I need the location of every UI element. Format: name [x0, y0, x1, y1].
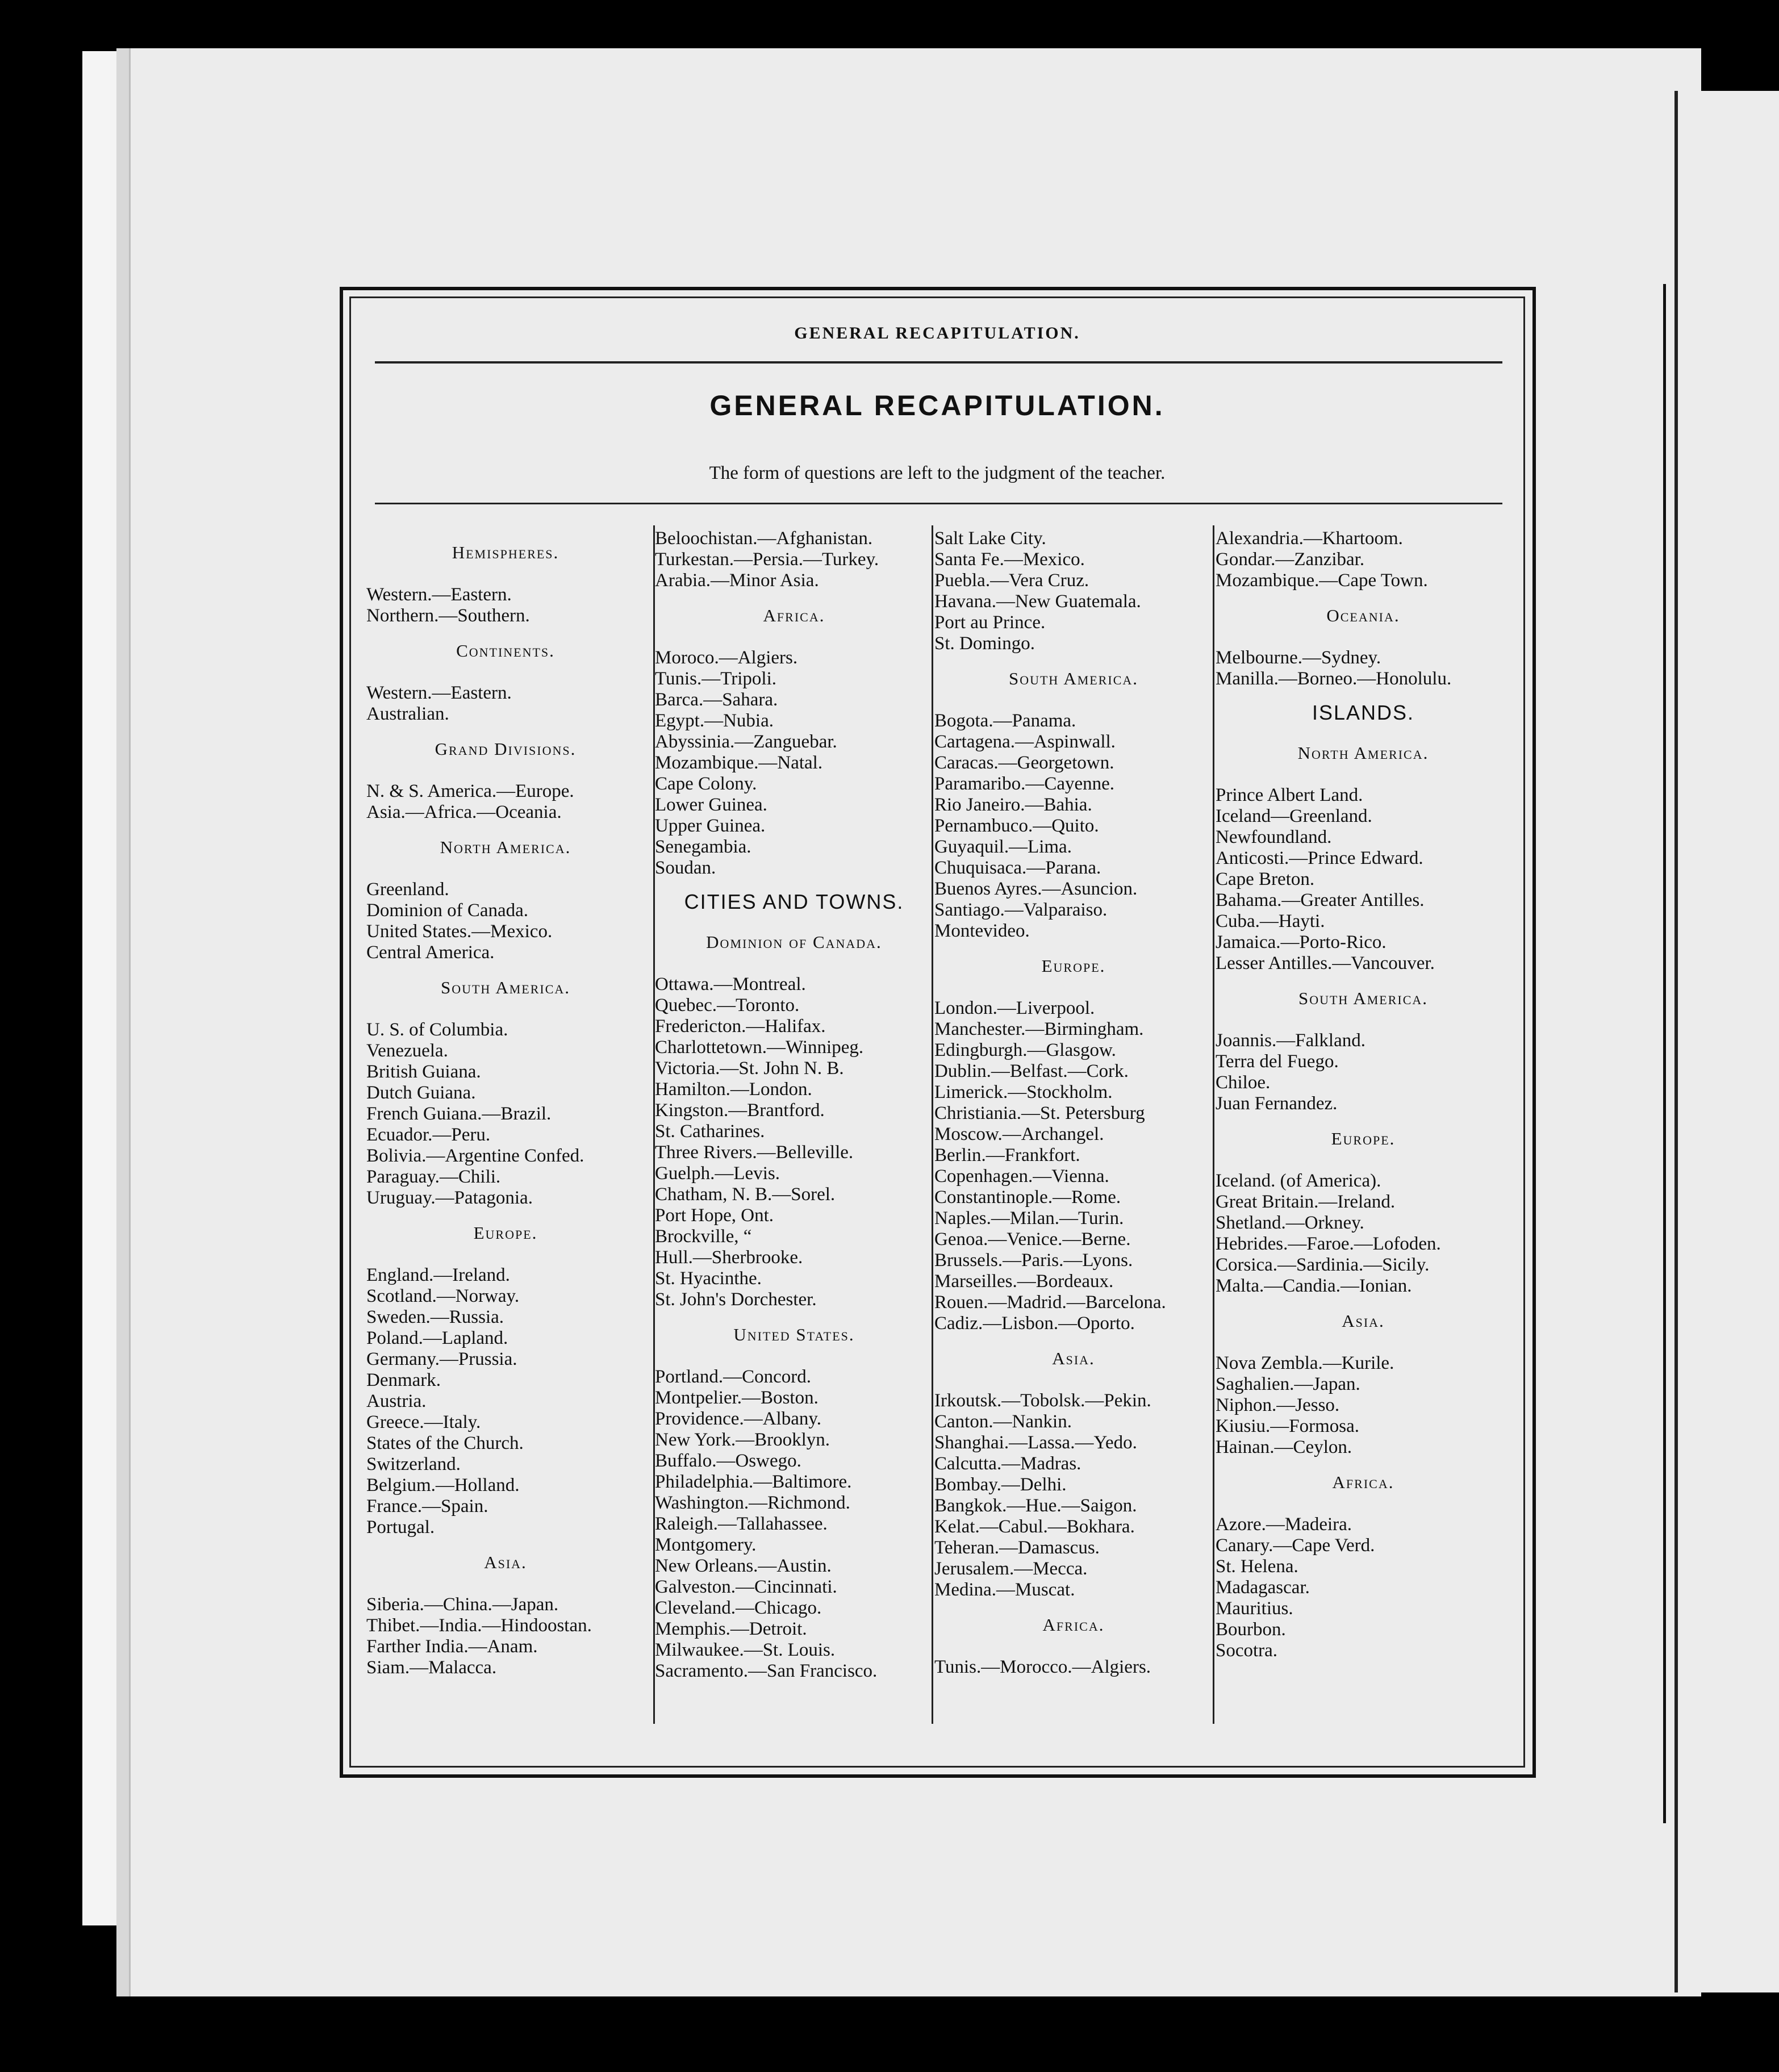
entry-line: Hainan.—Ceylon. — [1216, 1437, 1352, 1457]
entry-line: Guelph.—Levis. — [655, 1163, 780, 1184]
entry-line: Constantinople.—Rome. — [934, 1187, 1121, 1208]
entry-line: Bombay.—Delhi. — [934, 1474, 1067, 1495]
entry-line: Rouen.—Madrid.—Barcelona. — [934, 1292, 1166, 1313]
section-heading: Oceania. — [1326, 605, 1400, 625]
section-heading: South America. — [1008, 669, 1139, 688]
entry-line: Manilla.—Borneo.—Honolulu. — [1216, 669, 1452, 689]
entry-line: Scotland.—Norway. — [366, 1286, 520, 1306]
entry-line: Tunis.—Morocco.—Algiers. — [934, 1657, 1151, 1677]
section-heading: North America. — [1297, 743, 1429, 763]
entry-line: Chatham, N. B.—Sorel. — [655, 1184, 836, 1205]
entry-line: Thibet.—India.—Hindoostan. — [366, 1615, 592, 1636]
entry-line: Providence.—Albany. — [655, 1409, 821, 1429]
entry-line: Paramaribo.—Cayenne. — [934, 774, 1115, 794]
entry-line: Lower Guinea. — [655, 795, 767, 815]
entry-line: Alexandria.—Khartoom. — [1216, 528, 1403, 549]
entry-line: Moroco.—Algiers. — [655, 648, 798, 668]
entry-line: St. John's Dorchester. — [655, 1289, 817, 1310]
entry-line: Jamaica.—Porto-Rico. — [1216, 932, 1387, 953]
column-divider — [932, 525, 933, 1724]
entry-line: Shetland.—Orkney. — [1216, 1213, 1364, 1233]
entry-line: France.—Spain. — [366, 1496, 488, 1517]
entry-line: Iceland. (of America). — [1216, 1171, 1381, 1191]
section-heading: Dominion of Canada. — [706, 932, 882, 952]
entry-line: Havana.—New Guatemala. — [934, 591, 1141, 612]
entry-line: Hebrides.—Faroe.—Lofoden. — [1216, 1234, 1441, 1254]
section-heading: Africa. — [763, 605, 825, 625]
entry-line: Quebec.—Toronto. — [655, 995, 800, 1016]
section-heading: Europe. — [473, 1223, 538, 1243]
entry-line: Ottawa.—Montreal. — [655, 974, 806, 995]
section-heading: Africa. — [1332, 1472, 1394, 1492]
entry-line: Caracas.—Georgetown. — [934, 753, 1114, 773]
entry-line: Milwaukee.—St. Louis. — [655, 1640, 836, 1660]
entry-line: Chuquisaca.—Parana. — [934, 858, 1101, 878]
head-rule — [375, 361, 1502, 364]
entry-line: Egypt.—Nubia. — [655, 711, 774, 731]
entry-line: Naples.—Milan.—Turin. — [934, 1208, 1124, 1229]
entry-line: Melbourne.—Sydney. — [1216, 648, 1381, 668]
entry-line: Uruguay.—Patagonia. — [366, 1188, 533, 1208]
entry-line: Bogota.—Panama. — [934, 711, 1076, 731]
entry-line: Bourbon. — [1216, 1619, 1286, 1640]
entry-line: Great Britain.—Ireland. — [1216, 1192, 1396, 1212]
entry-line: Salt Lake City. — [934, 528, 1046, 549]
subtitle: The form of questions are left to the judgment of the teacher. — [709, 463, 1166, 483]
section-heading: Hemispheres. — [452, 542, 559, 562]
entry-line: Socotra. — [1216, 1640, 1278, 1661]
entry-line: Germany.—Prussia. — [366, 1349, 517, 1369]
entry-line: Buffalo.—Oswego. — [655, 1451, 801, 1471]
entry-line: French Guiana.—Brazil. — [366, 1104, 552, 1124]
entry-line: Raleigh.—Tallahassee. — [655, 1514, 828, 1534]
entry-line: St. Domingo. — [934, 633, 1035, 654]
entry-line: Azore.—Madeira. — [1216, 1514, 1352, 1535]
section-heading: Europe. — [1041, 956, 1106, 976]
entry-line: Santa Fe.—Mexico. — [934, 549, 1085, 570]
entry-line: St. Catharines. — [655, 1121, 765, 1142]
entry-line: Upper Guinea. — [655, 816, 766, 836]
entry-line: Dublin.—Belfast.—Cork. — [934, 1061, 1129, 1081]
entry-line: Cadiz.—Lisbon.—Oporto. — [934, 1313, 1135, 1334]
entry-line: Montevideo. — [934, 921, 1030, 941]
entry-line: Bolivia.—Argentine Confed. — [366, 1146, 584, 1166]
entry-line: Moscow.—Archangel. — [934, 1124, 1104, 1144]
entry-line: Dutch Guiana. — [366, 1083, 476, 1103]
entry-line: Abyssinia.—Zanguebar. — [655, 732, 837, 752]
entry-line: Niphon.—Jesso. — [1216, 1395, 1340, 1415]
entry-line: Paraguay.—Chili. — [366, 1167, 501, 1187]
entry-line: Barca.—Sahara. — [655, 690, 778, 710]
subtitle-rule — [375, 503, 1502, 504]
entry-line: Philadelphia.—Baltimore. — [655, 1472, 852, 1492]
entry-line: Berlin.—Frankfort. — [934, 1145, 1080, 1166]
entry-line: Cleveland.—Chicago. — [655, 1598, 822, 1618]
column-1 — [366, 528, 645, 1678]
entry-line: Bangkok.—Hue.—Saigon. — [934, 1495, 1137, 1516]
entry-line: Australian. — [366, 704, 449, 724]
section-heading: Asia. — [1342, 1311, 1385, 1331]
section-heading: Asia. — [484, 1552, 527, 1572]
section-heading: CITIES AND TOWNS. — [684, 890, 904, 913]
entry-line: Denmark. — [366, 1370, 441, 1390]
section-heading: South America. — [440, 977, 571, 997]
entry-line: Teheran.—Damascus. — [934, 1538, 1100, 1558]
entry-line: Canton.—Nankin. — [934, 1411, 1072, 1432]
entry-line: Mauritius. — [1216, 1598, 1293, 1619]
left-page-stack — [82, 51, 119, 1925]
entry-line: Joannis.—Falkland. — [1216, 1030, 1365, 1051]
entry-line: St. Helena. — [1216, 1556, 1298, 1577]
entry-line: Marseilles.—Bordeaux. — [934, 1271, 1114, 1292]
entry-line: U. S. of Columbia. — [366, 1020, 508, 1040]
entry-line: Kelat.—Cabul.—Bokhara. — [934, 1517, 1135, 1537]
entry-line: Irkoutsk.—Tobolsk.—Pekin. — [934, 1390, 1151, 1411]
entry-line: Memphis.—Detroit. — [655, 1619, 807, 1639]
entry-line: Cape Colony. — [655, 774, 757, 794]
entry-line: States of the Church. — [366, 1433, 524, 1453]
entry-line: Northern.—Southern. — [366, 605, 530, 626]
page-edge — [116, 48, 131, 1996]
facing-page-rule — [1663, 284, 1676, 1823]
entry-line: N. & S. America.—Europe. — [366, 781, 574, 801]
entry-line: Port Hope, Ont. — [655, 1205, 774, 1226]
entry-line: England.—Ireland. — [366, 1265, 510, 1285]
entry-line: Victoria.—St. John N. B. — [655, 1058, 844, 1079]
entry-line: Central America. — [366, 942, 495, 963]
entry-line: Soudan. — [655, 858, 716, 878]
entry-line: Edingburgh.—Glasgow. — [934, 1040, 1116, 1060]
entry-line: Belgium.—Holland. — [366, 1475, 520, 1495]
column-4 — [1216, 528, 1511, 1661]
column-divider — [1213, 525, 1214, 1724]
entry-line: Cuba.—Hayti. — [1216, 911, 1325, 931]
entry-line: Canary.—Cape Verd. — [1216, 1535, 1375, 1556]
entry-line: Montpelier.—Boston. — [655, 1388, 818, 1408]
entry-line: Nova Zembla.—Kurile. — [1216, 1353, 1394, 1373]
entry-line: Western.—Eastern. — [366, 683, 512, 703]
entry-line: Sweden.—Russia. — [366, 1307, 504, 1327]
entry-line: Newfoundland. — [1216, 827, 1332, 847]
entry-line: Senegambia. — [655, 837, 751, 857]
entry-line: Juan Fernandez. — [1216, 1093, 1338, 1114]
entry-line: Siam.—Malacca. — [366, 1657, 497, 1678]
entry-line: Pernambuco.—Quito. — [934, 816, 1099, 836]
entry-line: Siberia.—China.—Japan. — [366, 1594, 559, 1615]
entry-line: Calcutta.—Madras. — [934, 1453, 1081, 1474]
entry-line: New York.—Brooklyn. — [655, 1430, 830, 1450]
facing-page-edge — [1674, 91, 1779, 1992]
entry-line: Gondar.—Zanzibar. — [1216, 549, 1365, 570]
entry-line: Switzerland. — [366, 1454, 461, 1474]
section-heading: South America. — [1298, 988, 1429, 1008]
entry-line: Venezuela. — [366, 1041, 448, 1061]
entry-line: Iceland—Greenland. — [1216, 806, 1372, 826]
entry-line: Austria. — [366, 1391, 427, 1411]
entry-line: Chiloe. — [1216, 1072, 1271, 1093]
entry-line: Farther India.—Anam. — [366, 1636, 538, 1657]
entry-line: Copenhagen.—Vienna. — [934, 1166, 1109, 1187]
entry-line: Dominion of Canada. — [366, 900, 529, 921]
entry-line: Tunis.—Tripoli. — [655, 669, 777, 689]
entry-line: Corsica.—Sardinia.—Sicily. — [1216, 1255, 1430, 1275]
entry-line: Prince Albert Land. — [1216, 785, 1363, 805]
entry-line: Hull.—Sherbrooke. — [655, 1247, 803, 1268]
page-title: GENERAL RECAPITULATION. — [709, 390, 1165, 421]
section-heading: Continents. — [456, 641, 555, 661]
entry-line: Western.—Eastern. — [366, 584, 512, 605]
entry-line: Jerusalem.—Mecca. — [934, 1559, 1088, 1579]
entry-line: Manchester.—Birmingham. — [934, 1019, 1144, 1039]
entry-line: Portland.—Concord. — [655, 1367, 811, 1387]
entry-line: Galveston.—Cincinnati. — [655, 1577, 837, 1597]
entry-line: Genoa.—Venice.—Berne. — [934, 1229, 1131, 1250]
section-heading: Grand Divisions. — [435, 739, 577, 759]
entry-line: Shanghai.—Lassa.—Yedo. — [934, 1432, 1137, 1453]
entry-line: Santiago.—Valparaiso. — [934, 900, 1108, 920]
entry-line: London.—Liverpool. — [934, 998, 1095, 1018]
entry-line: Terra del Fuego. — [1216, 1051, 1339, 1072]
section-heading: United States. — [733, 1325, 855, 1344]
entry-line: Puebla.—Vera Cruz. — [934, 570, 1089, 591]
entry-line: Washington.—Richmond. — [655, 1493, 850, 1513]
section-heading: Europe. — [1331, 1129, 1396, 1148]
entry-line: Anticosti.—Prince Edward. — [1216, 848, 1423, 868]
entry-line: Cartagena.—Aspinwall. — [934, 732, 1116, 752]
entry-line: Greece.—Italy. — [366, 1412, 481, 1432]
entry-line: Mozambique.—Cape Town. — [1216, 570, 1428, 591]
section-heading: North America. — [440, 837, 571, 857]
entry-line: Ecuador.—Peru. — [366, 1125, 491, 1145]
section-heading: ISLANDS. — [1312, 701, 1415, 724]
entry-line: Sacramento.—San Francisco. — [655, 1661, 878, 1681]
entry-line: Port au Prince. — [934, 612, 1046, 633]
column-3 — [934, 528, 1213, 1678]
entry-line: Portugal. — [366, 1517, 435, 1538]
entry-line: St. Hyacinthe. — [655, 1268, 762, 1289]
entry-line: Saghalien.—Japan. — [1216, 1374, 1360, 1394]
entry-line: Bahama.—Greater Antilles. — [1216, 890, 1425, 910]
entry-line: Arabia.—Minor Asia. — [655, 570, 819, 591]
column-2 — [655, 528, 933, 1682]
entry-line: Guyaquil.—Lima. — [934, 837, 1072, 857]
section-heading: Africa. — [1042, 1615, 1105, 1635]
entry-line: New Orleans.—Austin. — [655, 1556, 832, 1576]
entry-line: Montgomery. — [655, 1535, 757, 1555]
running-head: GENERAL RECAPITULATION. — [794, 324, 1080, 342]
entry-line: Brussels.—Paris.—Lyons. — [934, 1250, 1133, 1271]
entry-line: Christiania.—St. Petersburg — [934, 1103, 1145, 1123]
section-heading: Asia. — [1052, 1348, 1095, 1368]
entry-line: Malta.—Candia.—Ionian. — [1216, 1276, 1412, 1296]
entry-line: Turkestan.—Persia.—Turkey. — [655, 549, 879, 570]
entry-line: Madagascar. — [1216, 1577, 1310, 1598]
entry-line: Greenland. — [366, 879, 449, 900]
entry-line: Rio Janeiro.—Bahia. — [934, 795, 1092, 815]
entry-line: Hamilton.—London. — [655, 1079, 812, 1100]
entry-line: Kingston.—Brantford. — [655, 1100, 825, 1121]
entry-line: Charlottetown.—Winnipeg. — [655, 1037, 864, 1058]
entry-line: Asia.—Africa.—Oceania. — [366, 802, 562, 822]
entry-line: Medina.—Muscat. — [934, 1580, 1075, 1600]
entry-line: Poland.—Lapland. — [366, 1328, 508, 1348]
entry-line: United States.—Mexico. — [366, 921, 553, 942]
entry-line: Kiusiu.—Formosa. — [1216, 1416, 1360, 1436]
entry-line: Fredericton.—Halifax. — [655, 1016, 826, 1037]
entry-line: Buenos Ayres.—Asuncion. — [934, 879, 1138, 899]
entry-line: Brockville, “ — [655, 1226, 752, 1247]
entry-line: Limerick.—Stockholm. — [934, 1082, 1113, 1102]
entry-line: British Guiana. — [366, 1062, 481, 1082]
entry-line: Beloochistan.—Afghanistan. — [655, 528, 873, 549]
entry-line: Three Rivers.—Belleville. — [655, 1142, 854, 1163]
entry-line: Mozambique.—Natal. — [655, 753, 823, 773]
entry-line: Lesser Antilles.—Vancouver. — [1216, 953, 1435, 974]
entry-line: Cape Breton. — [1216, 869, 1315, 889]
